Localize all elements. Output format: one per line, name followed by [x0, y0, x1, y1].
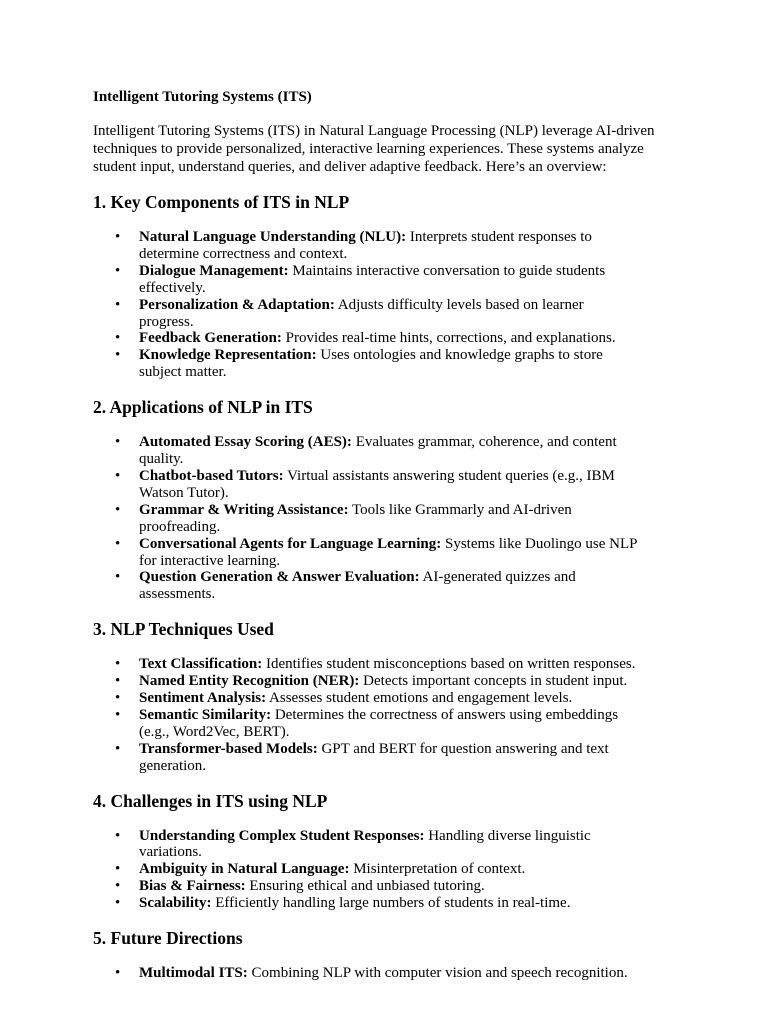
- list-item-term: Multimodal ITS:: [139, 965, 248, 982]
- bullet-icon: •: [115, 262, 121, 279]
- list-item-term: Bias & Fairness:: [139, 878, 246, 895]
- section-heading: 5. Future Directions: [93, 928, 243, 949]
- bullet-list: [93, 828, 693, 913]
- list-item: [93, 347, 639, 381]
- list-item-term: Automated Essay Scoring (AES):: [139, 434, 352, 451]
- list-item: [93, 434, 639, 468]
- list-item: [93, 229, 639, 263]
- list-item-text: Adjusts difficulty levels based on learner progress.: [139, 296, 584, 330]
- bullet-list: [93, 229, 693, 381]
- list-item-term: Named Entity Recognition (NER):: [139, 673, 360, 690]
- list-item: [93, 895, 639, 912]
- list-item-text: Efficiently handling large numbers of students in real-time.: [211, 895, 571, 912]
- bullet-list: [93, 434, 693, 603]
- list-item: [93, 656, 639, 673]
- list-item-term: Personalization & Adaptation:: [139, 296, 335, 313]
- list-item-term: Grammar & Writing Assistance:: [139, 501, 349, 518]
- list-item: [93, 741, 639, 775]
- list-item-text: Detects important concepts in student input.: [359, 673, 628, 690]
- list-item-term: Chatbot-based Tutors:: [139, 467, 284, 484]
- section-heading: 3. NLP Techniques Used: [93, 619, 274, 640]
- bullet-icon: •: [115, 706, 121, 723]
- list-item-text: GPT and BERT for question answering and text generation.: [139, 740, 609, 774]
- bullet-list: [93, 965, 693, 982]
- bullet-icon: •: [115, 878, 121, 895]
- bullet-icon: •: [115, 861, 121, 878]
- list-item-term: Text Classification:: [139, 656, 263, 673]
- bullet-list: [93, 656, 693, 774]
- list-item-term: Scalability:: [139, 895, 212, 912]
- list-item-text: Assesses student emotions and engagement levels.: [266, 690, 573, 707]
- sections-container: [93, 192, 693, 982]
- list-item-term: Transformer-based Models:: [139, 740, 318, 757]
- list-item-text: Identifies student misconceptions based on written responses.: [262, 656, 636, 673]
- list-item: [93, 861, 639, 878]
- list-item-term: Understanding Complex Student Responses:: [139, 827, 425, 844]
- list-item-text: Maintains interactive conversation to guide students effectively.: [139, 262, 606, 296]
- section-heading: 1. Key Components of ITS in NLP: [93, 192, 350, 212]
- section-heading: 2. Applications of NLP in ITS: [93, 397, 313, 418]
- list-item: [93, 263, 639, 297]
- bullet-icon: •: [115, 229, 121, 245]
- list-item-term: Dialogue Management:: [139, 262, 289, 279]
- list-item-term: Natural Language Understanding (NLU):: [139, 229, 407, 245]
- bullet-icon: •: [115, 467, 121, 484]
- bullet-icon: •: [115, 434, 121, 451]
- bullet-icon: •: [115, 656, 121, 673]
- list-item: [93, 502, 639, 536]
- list-item: [93, 297, 639, 331]
- list-item: [93, 330, 639, 347]
- list-item-term: Conversational Agents for Language Learning:: [139, 535, 442, 552]
- list-item: [93, 673, 639, 690]
- list-item-term: Sentiment Analysis:: [139, 690, 267, 707]
- bullet-icon: •: [115, 690, 121, 707]
- list-item-term: Feedback Generation:: [139, 330, 282, 347]
- list-item: [93, 828, 639, 862]
- bullet-icon: •: [115, 296, 121, 313]
- intro-paragraph: Intelligent Tutoring Systems (ITS) in Natural Language Processing (NLP) leverage AI-driven techniques to provide personalized, interactive learning experiences. These systems analyze student input, understand queries, and deliver adaptive feedback. Here’s an overview:: [93, 123, 655, 175]
- list-item-text: Combining NLP with computer vision and speech recognition.: [247, 965, 628, 982]
- bullet-icon: •: [115, 330, 121, 347]
- list-item-text: Ensuring ethical and unbiased tutoring.: [245, 878, 485, 895]
- document-page: [93, 88, 693, 982]
- list-item-text: Uses ontologies and knowledge graphs to store subject matter.: [139, 347, 603, 381]
- list-item-term: Knowledge Representation:: [139, 347, 317, 364]
- list-item-text: Interprets student responses to determine correctness and context.: [139, 229, 592, 262]
- bullet-icon: •: [115, 827, 121, 844]
- list-item: [93, 707, 639, 741]
- list-item-term: Semantic Similarity:: [139, 706, 272, 723]
- list-item-text: Virtual assistants answering student queries (e.g., IBM Watson Tutor).: [139, 467, 615, 501]
- list-item-text: Misinterpretation of context.: [349, 861, 526, 878]
- bullet-icon: •: [115, 965, 121, 982]
- list-item: [93, 965, 639, 982]
- list-item-text: AI-generated quizzes and assessments.: [139, 569, 576, 603]
- bullet-icon: •: [115, 740, 121, 757]
- list-item-term: Ambiguity in Natural Language:: [139, 861, 350, 878]
- list-item: [93, 690, 639, 707]
- bullet-icon: •: [115, 569, 121, 586]
- list-item-text: Systems like Duolingo use NLP for interactive learning.: [139, 535, 637, 569]
- list-item: [93, 569, 639, 603]
- document-title: Intelligent Tutoring Systems (ITS): [93, 89, 312, 105]
- list-item-text: Tools like Grammarly and AI-driven proofreading.: [139, 501, 572, 535]
- list-item: [93, 536, 639, 570]
- bullet-icon: •: [115, 347, 121, 364]
- list-item-text: Provides real-time hints, corrections, and explanations.: [281, 330, 616, 347]
- list-item: [93, 468, 639, 502]
- bullet-icon: •: [115, 895, 121, 912]
- list-item-text: Determines the correctness of answers using embeddings (e.g., Word2Vec, BERT).: [139, 706, 619, 740]
- list-item-text: Evaluates grammar, coherence, and content quality.: [139, 434, 617, 468]
- section-heading: 4. Challenges in ITS using NLP: [93, 790, 328, 811]
- list-item-term: Question Generation & Answer Evaluation:: [139, 569, 420, 586]
- bullet-icon: •: [115, 535, 121, 552]
- bullet-icon: •: [115, 501, 121, 518]
- bullet-icon: •: [115, 673, 121, 690]
- list-item: [93, 878, 639, 895]
- list-item-text: Handling diverse linguistic variations.: [139, 827, 591, 861]
